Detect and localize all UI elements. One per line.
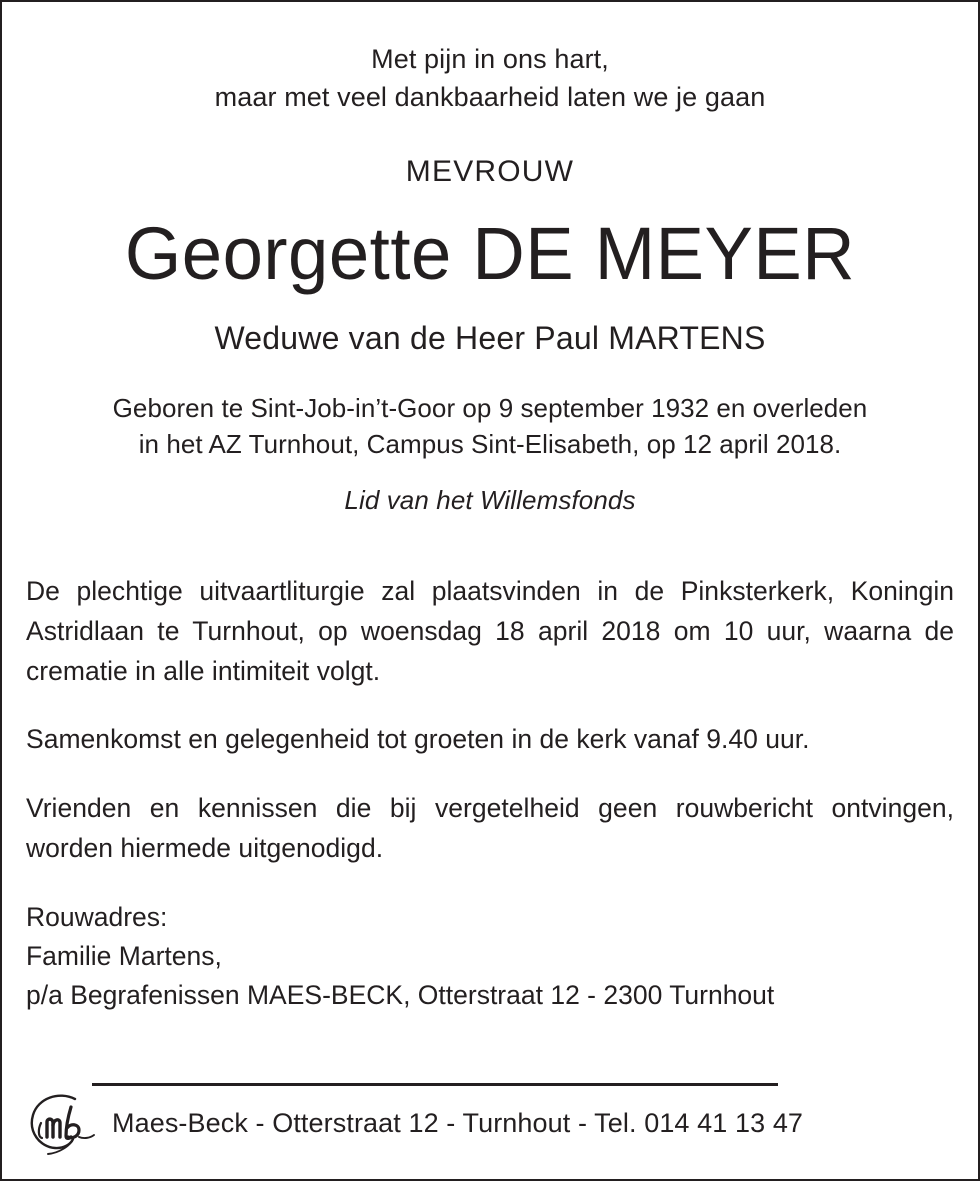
vitals-line-2: in het AZ Turnhout, Campus Sint-Elisabeth, op 12 april 2018.: [138, 429, 842, 460]
mourning-address-family: Familie Martens,: [26, 940, 222, 971]
spouse-line: Weduwe van de Heer Paul MARTENS: [214, 320, 766, 357]
intro-line-1: Met pijn in ons hart,: [371, 44, 609, 74]
funeral-home-footer: [2, 1071, 978, 1157]
mourning-address-label: Rouwadres:: [26, 901, 168, 932]
intro-text: [26, 40, 954, 117]
footer-row: [26, 1093, 803, 1155]
salutation: MEVROUW: [405, 154, 575, 188]
body-paragraph-ceremony: De plechtige uitvaartliturgie zal plaatsvinden in de Pinksterkerk, Koningin Astridlaan te Turnhout, op woensdag 18 april 2018 om 10 uur, waarna de crematie in alle intimiteit volgt.: [26, 576, 954, 686]
notice-header: [2, 40, 978, 516]
affiliation-line: Lid van het Willemsfonds: [344, 485, 636, 516]
body-paragraph-invitation: Vrienden en kennissen die bij vergetelheid geen rouwbericht ontvingen, worden hiermede uitgenodigd.: [26, 793, 954, 863]
body-paragraph-gathering: Samenkomst en gelegenheid tot groeten in de kerk vanaf 9.40 uur.: [26, 724, 810, 755]
mb-monogram-icon: [26, 1093, 104, 1155]
vitals-text: [26, 391, 954, 463]
deceased-name: Georgette DE MEYER: [124, 211, 856, 295]
intro-line-2: maar met veel dankbaarheid laten we je gaan: [214, 82, 766, 113]
mourning-address-care-of: p/a Begrafenissen MAES-BECK, Otterstraat 12 - 2300 Turnhout: [26, 980, 775, 1011]
footer-divider: [92, 1083, 778, 1086]
footer-contact-text: Maes-Beck - Otterstraat 12 - Turnhout - Tel. 014 41 13 47: [112, 1107, 804, 1138]
notice-body: [2, 572, 978, 869]
mourning-address: [2, 898, 978, 1016]
vitals-line-1: Geboren te Sint-Job-in’t-Goor op 9 september 1932 en overleden: [112, 393, 868, 424]
